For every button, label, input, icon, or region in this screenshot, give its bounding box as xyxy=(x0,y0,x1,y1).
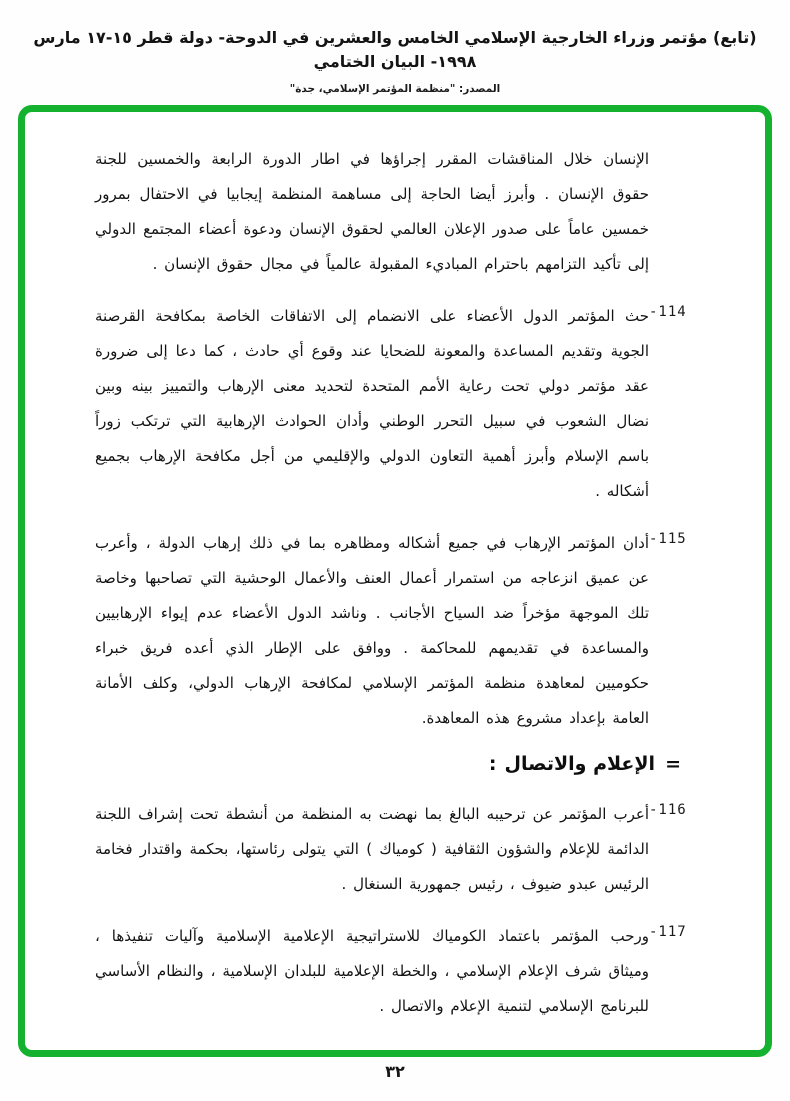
intro-paragraph xyxy=(95,142,707,282)
item-text: أعرب المؤتمر عن ترحيبه البالغ بما نهضت به المنظمة من أنشطة تحت إشراف اللجنة الدائمة للإعلام والشؤون الثقافية ( كومياك ) التي يتولى رئاستها، بحكمة واقتدار فخامة الرئيس عبدو ضيوف ، رئيس جمهورية السنغال . xyxy=(95,805,649,893)
header-source-line: المصدر: "منظمة المؤتمر الإسلامي، جدة" xyxy=(289,83,501,95)
item-number-empty xyxy=(649,142,707,282)
item-text: حث المؤتمر الدول الأعضاء على الانضمام إلى الاتفاقات الخاصة بمكافحة القرصنة الجوية وتقديم المساعدة والمعونة للضحايا عند وقوع أي حادث ، كما دعا إلى ضرورة عقد مؤتمر دولي تحت رعاية الأمم المتحدة لتحديد معنى الإرهاب والتمييز بينه وبين نضال الشعوب في سبيل التحرر الوطني وأدان الحوادث الإرهابية التي ترتكب زوراً باسم الإسلام وأبرز أهمية التعاون الدولي والإقليمي من أجل مكافحة الإرهاب بجميع أشكاله . xyxy=(95,307,649,500)
content-border-box xyxy=(18,105,772,1057)
numbered-item-116 xyxy=(95,797,707,902)
document-header xyxy=(0,26,790,95)
item-number: -114 xyxy=(649,304,687,320)
page-number: ٣٢ xyxy=(385,1062,405,1081)
numbered-item-115 xyxy=(95,526,707,736)
document-body xyxy=(25,112,765,1024)
header-title: (تابع) مؤتمر وزراء الخارجية الإسلامي الخامس والعشرين في الدوحة- دولة قطر ١٥-١٧ مارس ١٩٩٨- البيان الختامي xyxy=(33,28,757,71)
item-text: أدان المؤتمر الإرهاب في جميع أشكاله ومظاهره بما في ذلك إرهاب الدولة ، وأعرب عن عميق انزعاجه من استمرار أعمال العنف والأعمال الوحشية التي تصاحبها وخاصة تلك الموجهة مؤخراً ضد السياح الأجانب . وناشد الدول الأعضاء عدم إيواء الإرهابيين والمساعدة في تقديمهم للمحاكمة . ووافق على الإطار الذي أعده فريق خبراء حكوميين لمعاهدة منظمة المؤتمر الإسلامي لمكافحة الإرهاب الدولي، وكلف الأمانة العامة بإعداد مشروع هذه المعاهدة. xyxy=(95,534,649,727)
item-number: -115 xyxy=(649,531,687,547)
section-heading xyxy=(95,753,707,775)
paragraph-text: الإنسان خلال المناقشات المقرر إجراؤها في اطار الدورة الرابعة والخمسين للجنة حقوق الإنسان . وأبرز أيضا الحاجة إلى مساهمة المنظمة إيجابيا في الاحتفال بمرور خمسين عاماً على صدور الإعلان العالمي لحقوق الإنسان ودعوة أعضاء المجتمع الدولي إلى تأكيد التزامهم باحترام المباديء المقبولة عالمياً في مجال حقوق الإنسان . xyxy=(95,150,649,273)
numbered-item-117 xyxy=(95,919,707,1024)
heading-marker: = xyxy=(665,753,681,775)
heading-title: الإعلام والاتصال xyxy=(504,753,656,775)
heading-colon: : xyxy=(488,753,497,775)
numbered-item-114 xyxy=(95,299,707,509)
item-number: -116 xyxy=(649,802,687,818)
item-number: -117 xyxy=(649,924,687,940)
item-text: ورحب المؤتمر باعتماد الكومياك للاستراتيجية الإعلامية الإسلامية وآليات تنفيذها ، وميثاق شرف الإعلام الإسلامي ، والخطة الإعلامية للبلدان الإسلامية ، والنظام الأساسي للبرنامج الإسلامي لتنمية الإعلام والاتصال . xyxy=(95,927,649,1015)
